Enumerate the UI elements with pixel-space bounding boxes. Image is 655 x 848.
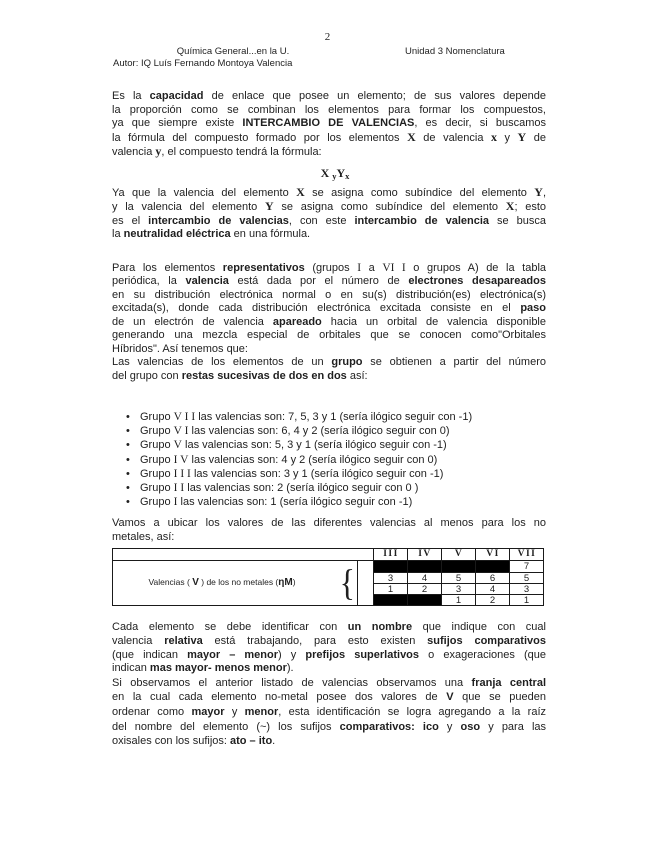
bullet-icon: • — [126, 496, 130, 509]
text-segment: Grupo — [140, 467, 174, 480]
text-segment: Grupo — [140, 496, 174, 509]
text-segment: capacidad — [149, 90, 204, 102]
text-segment: las valencias son: 3 y 1 (sería ilógico seguir con -1) — [190, 467, 444, 480]
text-segment: ). — [286, 662, 294, 675]
text-line — [112, 635, 546, 649]
text-line — [112, 720, 546, 735]
text-segment: las valencias son: 4 y 2 (sería ilógico seguir con 0) — [188, 453, 438, 466]
bullet-item — [112, 410, 546, 424]
text-segment: V I — [173, 425, 189, 438]
text-line — [112, 676, 546, 691]
text-segment: VI I — [382, 261, 406, 274]
brace-glyph: { — [339, 562, 355, 604]
text-line — [112, 228, 546, 242]
text-segment: , es decir, si buscamos — [414, 117, 546, 129]
text-segment: las valencias son: 6, 4 y 2 (sería ilógico seguir con 0) — [188, 425, 450, 438]
text-segment: de — [526, 131, 546, 144]
text-segment: sufijos comparativos — [427, 635, 546, 648]
text-segment: y — [155, 144, 162, 158]
text-line — [112, 104, 546, 118]
text-segment: , esta identificación se logra agregando a la raíz — [278, 705, 546, 718]
bullet-icon: • — [126, 482, 130, 495]
text-line — [112, 117, 546, 131]
text-segment: . — [272, 735, 276, 748]
text-segment: y la valencia del elemento — [112, 201, 266, 213]
text-segment: la proporción como se combinan los elementos para formar los compuestos, — [112, 103, 546, 116]
paragraph — [112, 621, 546, 675]
text-segment: valencia — [185, 275, 229, 287]
text-segment: periódica, la — [112, 275, 186, 287]
text-segment: excitada(s), donde cada distribución electrónica excitada consiste en el — [112, 302, 521, 314]
text-segment: de enlace que posee un elemento; de sus valores depende — [203, 90, 546, 102]
text-segment: neutralidad eléctrica — [123, 228, 231, 240]
bullet-item — [112, 453, 546, 467]
table-row-label-text — [148, 578, 321, 588]
text-segment: Para los elementos — [112, 261, 223, 274]
text-segment: ordenar como — [112, 705, 192, 718]
text-segment: x — [490, 129, 497, 144]
table-cell: 4 — [407, 572, 441, 583]
bullet-icon: • — [126, 453, 130, 466]
text-line — [112, 316, 546, 330]
text-segment: así: — [346, 369, 368, 382]
table-cell-blackout — [373, 594, 407, 605]
text-segment: X — [320, 165, 333, 180]
text-segment: I V — [173, 453, 189, 466]
text-segment: V — [192, 577, 199, 589]
table-column-header: III — [373, 549, 407, 561]
text-segment: V — [173, 439, 182, 452]
text-line — [112, 200, 546, 215]
text-segment: relativa — [164, 635, 203, 648]
table-cell: 7 — [509, 561, 543, 572]
text-segment: Cada elemento se debe identificar con — [112, 621, 348, 634]
text-segment: de un electrón de valencia — [112, 315, 273, 328]
text-segment: la fórmula del compuesto formado por los elementos — [112, 131, 408, 144]
text-segment: metales, así: — [112, 530, 175, 543]
text-line — [112, 145, 546, 160]
bullet-icon: • — [126, 411, 130, 423]
table-cell: 2 — [475, 594, 509, 605]
text-segment: generando una mezcla especial de orbitales que se conocen como"Orbitales — [112, 329, 546, 341]
text-segment: ya que siempre existe — [112, 117, 243, 129]
text-segment: ; esto — [514, 201, 547, 213]
text-segment: Y — [265, 199, 274, 213]
text-segment: ) de los no metales ( — [198, 577, 279, 588]
text-segment: indican — [112, 662, 150, 675]
text-line — [112, 289, 546, 303]
paragraph — [112, 517, 546, 544]
text-segment: , con este — [288, 214, 355, 227]
text-line — [112, 370, 546, 384]
text-segment: a — [361, 261, 383, 274]
text-segment: oxisales con los sufijos: — [112, 735, 230, 748]
table-cell: 3 — [509, 583, 543, 594]
table-cell: 5 — [509, 572, 543, 583]
page-number: 2 — [324, 31, 331, 43]
text-segment: Vamos a ubicar los valores de las diferentes valencias al menos para los no — [112, 517, 546, 530]
text-segment: las valencias son: 7, 5, 3 y 1 (sería ilógico seguir con -1) — [195, 411, 473, 423]
text-segment: está dada por el número de — [228, 275, 409, 287]
text-segment: se busca — [489, 214, 546, 227]
text-segment: se asigna como subíndice del elemento — [304, 186, 535, 199]
text-line — [112, 329, 546, 343]
text-segment: I — [173, 496, 178, 509]
text-segment: las valencias son: 2 (sería ilógico seguir con 0 ) — [184, 482, 419, 495]
text-segment: I — [357, 261, 362, 274]
table-cell: 1 — [509, 594, 543, 605]
text-segment: un nombre — [347, 621, 413, 634]
header-author: Autor: IQ Luís Fernando Montoya Valencia — [113, 58, 293, 69]
text-segment: está trabajando, para esto existen — [202, 635, 428, 648]
table-row-label — [113, 561, 357, 605]
text-segment: , el compuesto tendrá la fórmula: — [161, 146, 322, 158]
paragraph — [112, 186, 546, 242]
text-segment: es el — [112, 214, 149, 227]
valence-formula — [112, 160, 546, 186]
paragraph — [112, 262, 546, 384]
table-cell: 3 — [373, 572, 407, 583]
text-line — [112, 343, 546, 357]
text-segment: comparativos: ico — [339, 720, 439, 733]
text-segment: que indique con cual — [412, 621, 546, 634]
text-segment: Y — [517, 129, 527, 144]
table-cell: 5 — [441, 572, 475, 583]
bullet-icon: • — [126, 439, 130, 452]
table-cell: 4 — [475, 583, 509, 594]
text-line — [112, 356, 546, 370]
text-segment: Híbridos". Así tenemos que: — [112, 342, 248, 355]
valences-table — [112, 548, 544, 606]
bullet-icon: • — [126, 467, 130, 480]
text-segment: (que indican — [112, 648, 188, 661]
bullet-icon: • — [126, 425, 130, 438]
text-segment: , — [542, 186, 546, 199]
text-segment: y — [332, 170, 337, 181]
header-unit-title: Unidad 3 Nomenclatura — [405, 46, 505, 57]
text-line — [112, 262, 546, 276]
paragraph — [112, 676, 546, 749]
text-segment: en una fórmula. — [230, 228, 311, 240]
table-cell: 6 — [475, 572, 509, 583]
text-segment: en la cual cada elemento no-metal posee dos valores de — [112, 691, 447, 704]
text-segment: Y — [336, 165, 346, 180]
text-segment: Grupo — [140, 453, 174, 466]
text-segment: valencia — [112, 146, 156, 158]
text-segment: I I I — [173, 467, 191, 480]
table-cell: 1 — [373, 583, 407, 594]
text-segment: de valencia — [415, 131, 491, 144]
text-segment: grupo — [331, 356, 363, 368]
text-segment: y — [438, 720, 461, 733]
table-gap-cell — [357, 561, 373, 605]
text-segment: las valencias son: 5, 3 y 1 (sería ilógico seguir con -1) — [181, 439, 447, 452]
bullet-item — [112, 438, 546, 452]
text-segment: intercambio de valencia — [354, 214, 490, 227]
text-line — [112, 131, 546, 146]
text-segment: (grupos — [304, 261, 358, 274]
text-segment: x — [345, 170, 350, 181]
paragraph — [112, 90, 546, 160]
text-line — [112, 734, 546, 749]
text-segment: del grupo con — [112, 369, 182, 382]
text-segment: Es la — [112, 90, 150, 102]
table-cell-blackout — [475, 561, 509, 572]
text-segment: menor — [244, 705, 279, 718]
text-segment: ) y — [278, 648, 306, 661]
text-segment: Y — [534, 184, 543, 199]
table-column-header: VI — [475, 549, 509, 561]
text-segment: y para las — [480, 720, 546, 733]
text-segment: Valencias ( — [148, 577, 193, 588]
text-segment: y — [496, 131, 518, 144]
text-segment: y — [224, 705, 245, 718]
text-segment: V I I — [173, 411, 196, 423]
text-segment: que se pueden — [453, 691, 546, 704]
table-column-header: V — [441, 549, 475, 561]
table-cell-blackout — [407, 594, 441, 605]
text-line — [112, 302, 546, 316]
text-segment: ato – ito — [230, 735, 273, 748]
text-segment: se obtienen a partir del número — [362, 356, 546, 368]
table-column-header: IV — [407, 549, 441, 561]
text-segment: mayor — [191, 705, 225, 718]
text-line — [112, 690, 546, 705]
table-cell: 1 — [441, 594, 475, 605]
bullet-item — [112, 424, 546, 438]
text-segment: X — [505, 199, 515, 213]
text-segment: se asigna como subíndice del elemento — [273, 201, 506, 213]
text-segment: X — [296, 184, 305, 199]
text-segment: del nombre del elemento (~) los sufijos — [112, 720, 340, 733]
text-segment: X — [407, 129, 416, 144]
document-body — [112, 90, 546, 749]
bullet-item — [112, 481, 546, 495]
text-line — [112, 621, 546, 635]
text-segment: Si observamos el anterior listado de valencias observamos una — [112, 676, 472, 689]
text-segment: hacia un orbital de valencia disponible — [321, 315, 546, 328]
table-cell: 2 — [407, 583, 441, 594]
text-segment: Grupo — [140, 411, 174, 423]
text-line — [112, 705, 546, 720]
text-segment: valencia — [112, 635, 165, 648]
text-segment: en su distribución electrónica normal o en su(s) distribución(es) electrónica(s) — [112, 288, 546, 301]
table-column-header: VII — [509, 549, 543, 561]
text-segment: ) — [292, 577, 296, 588]
text-segment: I I — [173, 482, 185, 495]
text-segment: o exageraciones (que — [419, 648, 546, 661]
text-segment: las valencias son: 1 (sería ilógico seguir con -1) — [177, 496, 413, 509]
text-segment: franja central — [471, 676, 546, 689]
text-segment: restas sucesivas de dos en dos — [181, 369, 347, 382]
text-segment: electrones desapareados — [408, 275, 546, 287]
text-segment: mas mayor- menos menor — [149, 662, 287, 675]
text-segment: paso — [520, 302, 546, 314]
text-line — [112, 649, 546, 663]
text-line — [112, 215, 546, 229]
bullet-item — [112, 467, 546, 481]
text-line — [112, 90, 546, 104]
text-segment: Las valencias de los elementos de un — [112, 356, 332, 368]
text-segment: oso — [460, 720, 481, 733]
text-segment: Ya que la valencia del elemento — [112, 186, 297, 199]
table-cell-blackout — [441, 561, 475, 572]
text-segment: la — [112, 228, 124, 240]
text-segment: Grupo — [140, 425, 174, 438]
text-segment: o grupos A) de la tabla — [405, 261, 547, 274]
text-line — [112, 531, 546, 545]
text-segment: Grupo — [140, 482, 174, 495]
text-segment: apareado — [272, 315, 322, 328]
text-line — [112, 517, 546, 531]
text-line — [112, 275, 546, 289]
text-segment: ηM — [278, 577, 293, 589]
text-segment: INTERCAMBIO DE VALENCIAS — [242, 117, 415, 129]
text-segment: V — [446, 691, 454, 704]
text-segment: Grupo — [140, 439, 174, 452]
table-cell-blackout — [373, 561, 407, 572]
text-line — [112, 186, 546, 201]
table-header-empty — [113, 549, 373, 561]
text-line — [112, 662, 546, 676]
text-segment: intercambio de valencias — [148, 214, 289, 227]
text-segment: prefijos superlativos — [305, 648, 420, 661]
text-segment: representativos — [222, 261, 305, 274]
bullet-item — [112, 495, 546, 509]
table-cell: 3 — [441, 583, 475, 594]
table-cell-blackout — [407, 561, 441, 572]
bullet-list — [112, 410, 546, 509]
header-course-title: Química General...en la U. — [176, 46, 290, 57]
text-segment: mayor – menor — [187, 648, 279, 661]
